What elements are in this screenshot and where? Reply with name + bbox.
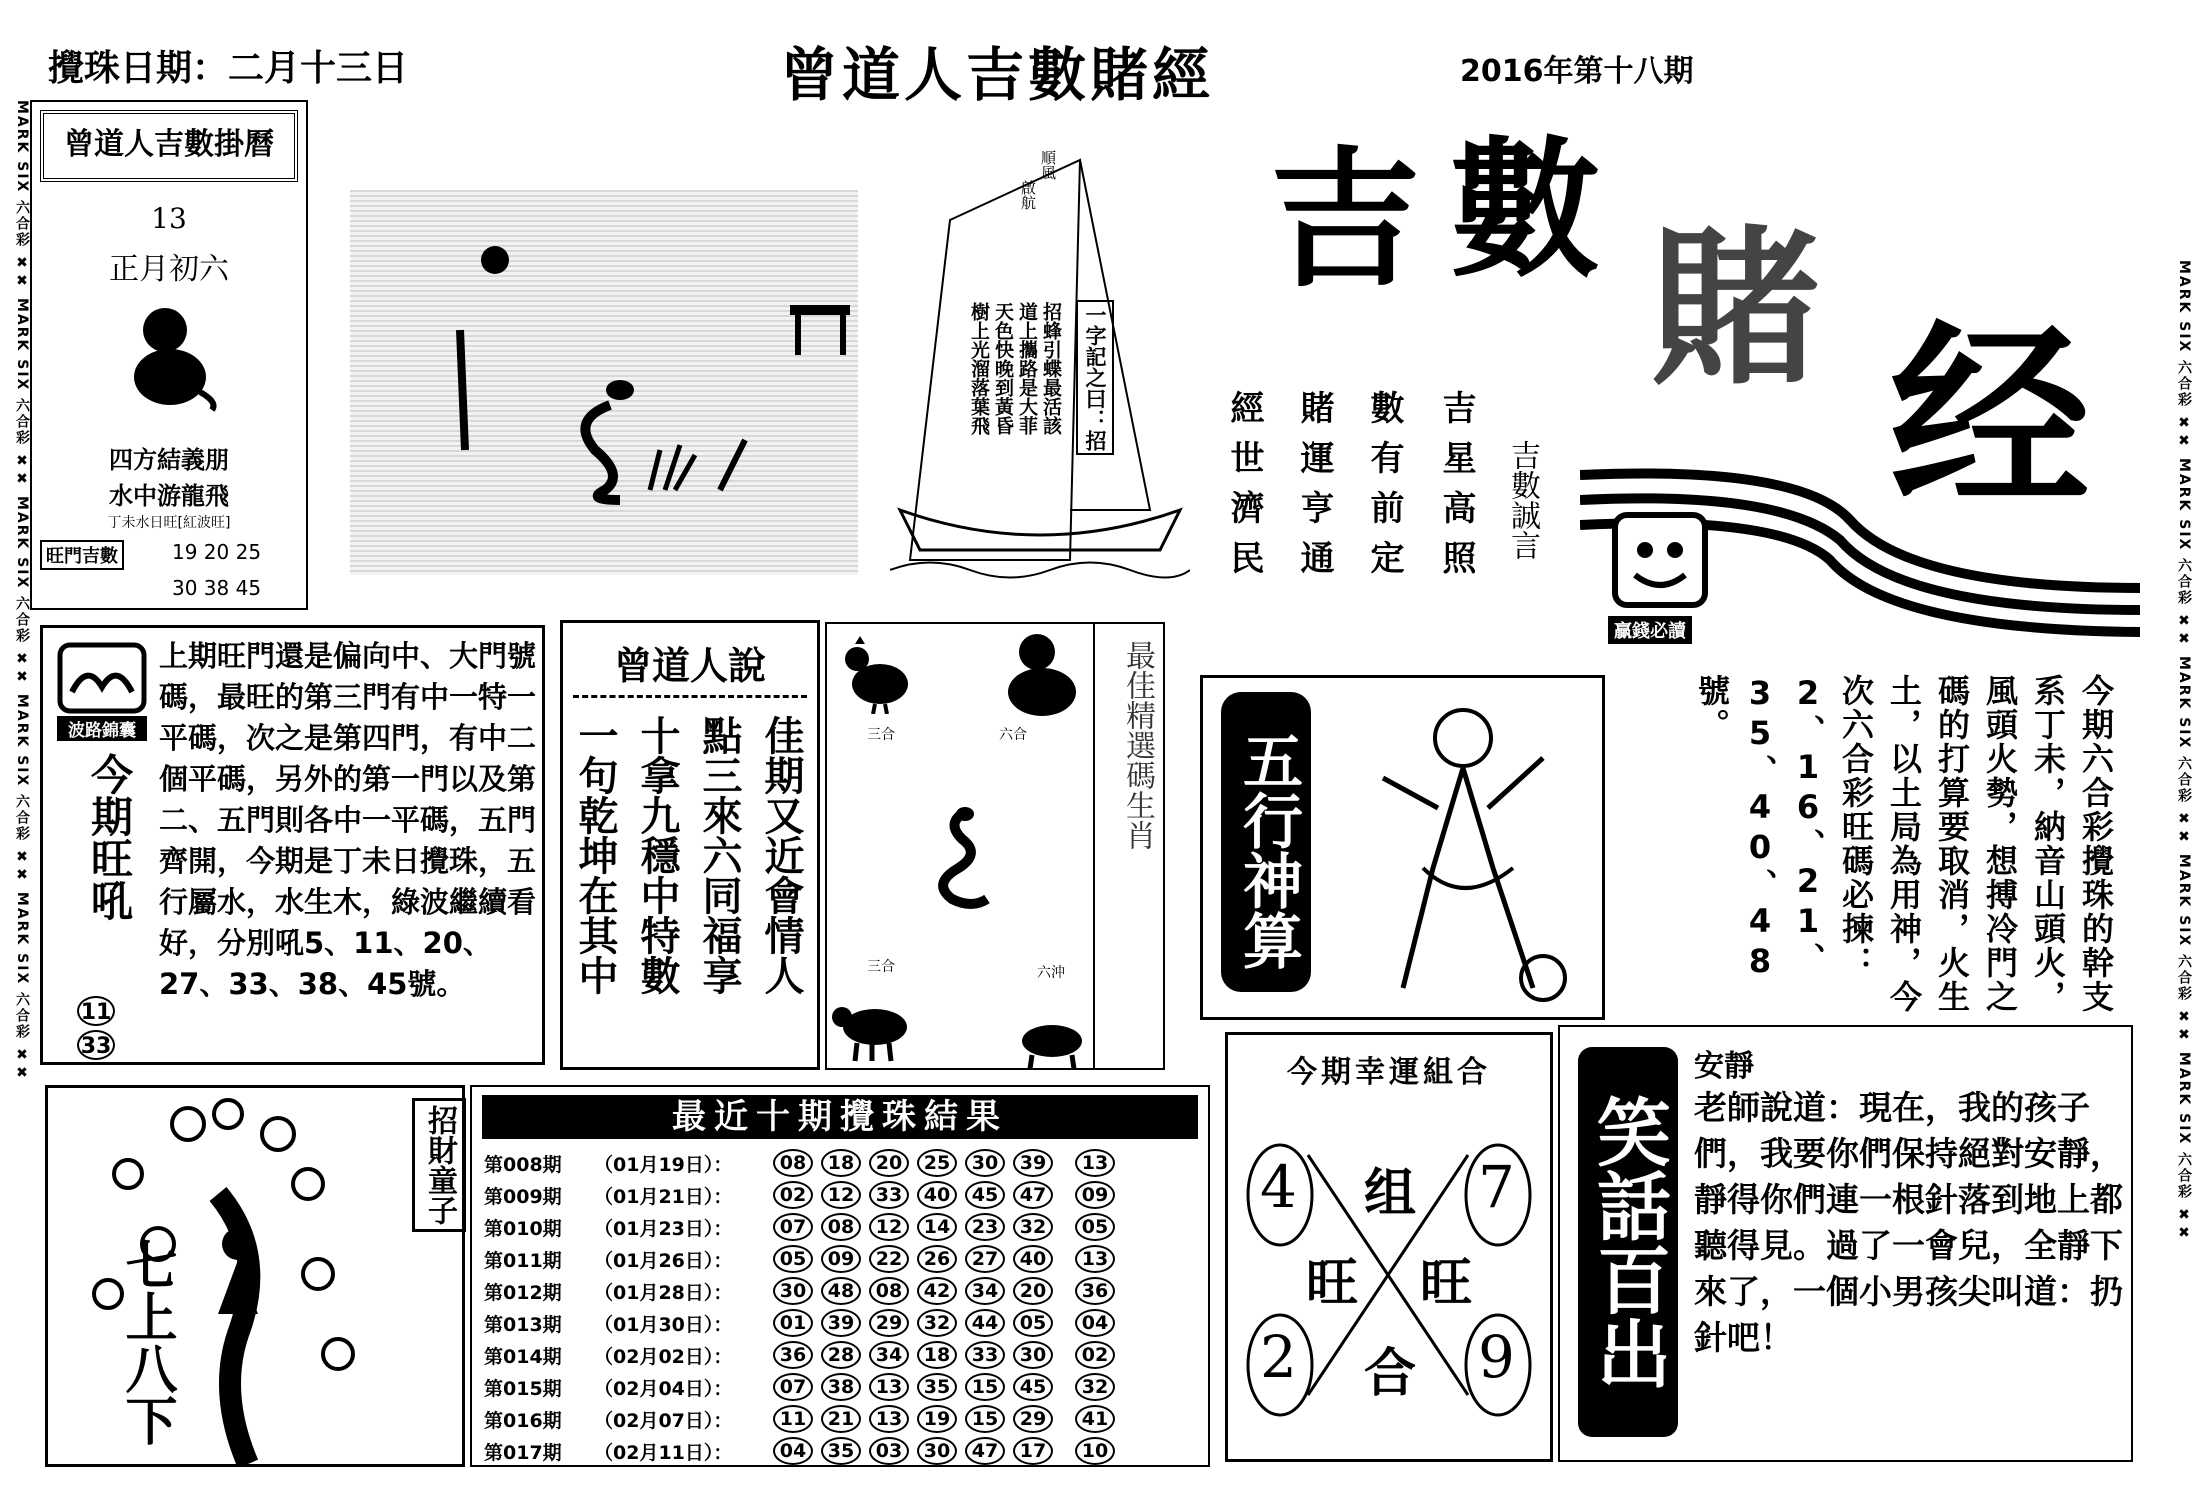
cheng-yan: 吉數誠言 bbox=[1505, 440, 1540, 560]
result-ball: 13 bbox=[869, 1373, 909, 1401]
issue-number: 2016年第十八期 bbox=[1460, 54, 1694, 89]
wuxing-title: 五行神算 bbox=[1221, 692, 1311, 992]
zhaocai-title: 招財童子 bbox=[412, 1098, 466, 1232]
zeng-col-3: 十拿九穩中特數 bbox=[634, 715, 680, 995]
left-side-strip: MARK SIX 六合彩 ✖✖ MARK SIX 六合彩 ✖✖ MARK SIX 六合彩 ✖✖ MARK SIX 六合彩 ✖✖ MARK SIX 六合彩 ✖✖ bbox=[14, 100, 30, 1084]
result-ball: 30 bbox=[1013, 1341, 1053, 1369]
result-ball: 09 bbox=[821, 1245, 861, 1273]
combo-wang-right: 旺 bbox=[1420, 1253, 1473, 1314]
mascot-icon bbox=[1610, 510, 1710, 610]
result-special-ball: 02 bbox=[1075, 1341, 1115, 1369]
result-ball: 12 bbox=[869, 1213, 909, 1241]
result-ball: 08 bbox=[773, 1149, 813, 1177]
draw-date: 攪珠日期：二月十三日 bbox=[48, 48, 409, 89]
sail-col-3: 天色快晚到黃昏 bbox=[992, 302, 1014, 435]
table-row bbox=[484, 1179, 1200, 1211]
goat-icon bbox=[827, 999, 917, 1064]
result-ball: 26 bbox=[917, 1245, 957, 1273]
combo-num-4: 4 bbox=[1260, 1153, 1297, 1221]
result-ball: 48 bbox=[821, 1277, 861, 1305]
snake-zodiac-icon bbox=[917, 804, 997, 914]
result-period: 第011期 bbox=[484, 1249, 562, 1272]
table-row bbox=[484, 1435, 1200, 1467]
calendar-small-note: 丁未水日旺[紅波旺] bbox=[107, 515, 231, 531]
sail-poem bbox=[890, 140, 1190, 585]
sail-col-2: 道上攜路是大菲 bbox=[1016, 302, 1038, 435]
ox-icon bbox=[1012, 1019, 1087, 1069]
result-ball: 34 bbox=[869, 1341, 909, 1369]
result-ball: 08 bbox=[821, 1213, 861, 1241]
result-ball: 08 bbox=[869, 1277, 909, 1305]
result-ball: 22 bbox=[869, 1245, 909, 1273]
result-date: （01月28日）： bbox=[594, 1281, 733, 1304]
bolu-badge-label: 波路錦囊 bbox=[57, 716, 147, 741]
result-ball: 20 bbox=[869, 1149, 909, 1177]
combo-wang-left: 旺 bbox=[1306, 1253, 1359, 1314]
result-ball: 39 bbox=[1013, 1149, 1053, 1177]
calendar-poem-2: 水中游龍飛 bbox=[109, 482, 229, 510]
result-ball: 29 bbox=[1013, 1405, 1053, 1433]
bolu-num-1: 11 bbox=[77, 996, 115, 1026]
table-row bbox=[484, 1211, 1200, 1243]
result-ball: 05 bbox=[773, 1245, 813, 1273]
zeng-says-rule bbox=[573, 695, 807, 698]
results-box bbox=[470, 1085, 1210, 1467]
zeng-col-4: 一句乾坤在其中 bbox=[572, 715, 618, 995]
zeng-col-2: 點三來六同福享 bbox=[696, 715, 742, 995]
result-ball: 03 bbox=[869, 1437, 909, 1465]
snake-scene-illustration bbox=[350, 190, 858, 575]
monkey-icon bbox=[120, 302, 220, 412]
result-ball: 44 bbox=[965, 1309, 1005, 1337]
result-ball: 47 bbox=[965, 1437, 1005, 1465]
best-pick-box bbox=[1093, 622, 1165, 1070]
result-ball: 18 bbox=[821, 1149, 861, 1177]
table-row bbox=[484, 1371, 1200, 1403]
result-period: 第009期 bbox=[484, 1185, 562, 1208]
wuxing-text: 今期六合彩攪珠的幹支系丁未，納音山頭火，風頭火勢，想搏冷門之碼的打算要取消，火生土，以土局為用神，今次六合彩旺碼必揀：2、16、21、35、40、48號。 bbox=[1693, 674, 2115, 1014]
zodiac-sanhe-top: 三合 bbox=[867, 727, 895, 743]
result-date: （01月30日）： bbox=[594, 1313, 733, 1336]
result-ball: 47 bbox=[1013, 1181, 1053, 1209]
lucky-combo-box bbox=[1225, 1032, 1553, 1462]
result-special-ball: 13 bbox=[1075, 1149, 1115, 1177]
result-ball: 17 bbox=[1013, 1437, 1053, 1465]
calendar-header: 曾道人吉數掛曆 bbox=[40, 110, 298, 182]
result-ball: 18 bbox=[917, 1341, 957, 1369]
result-special-ball: 05 bbox=[1075, 1213, 1115, 1241]
combo-num-2: 2 bbox=[1260, 1323, 1297, 1391]
result-ball: 15 bbox=[965, 1373, 1005, 1401]
title-col-1: 吉星高照 bbox=[1436, 390, 1476, 590]
result-period: 第010期 bbox=[484, 1217, 562, 1240]
result-date: （01月26日）： bbox=[594, 1249, 733, 1272]
result-ball: 20 bbox=[1013, 1277, 1053, 1305]
result-ball: 45 bbox=[965, 1181, 1005, 1209]
lucky-combo-title: 今期幸運組合 bbox=[1287, 1055, 1491, 1090]
joke-box bbox=[1558, 1025, 2133, 1462]
result-period: 第016期 bbox=[484, 1409, 562, 1432]
result-period: 第014期 bbox=[484, 1345, 562, 1368]
table-row bbox=[484, 1275, 1200, 1307]
zodiac-liuhe-top: 六合 bbox=[999, 727, 1027, 743]
result-special-ball: 13 bbox=[1075, 1245, 1115, 1273]
result-ball: 27 bbox=[965, 1245, 1005, 1273]
lucky-row-1: 19 20 25 bbox=[172, 540, 262, 564]
result-ball: 07 bbox=[773, 1213, 813, 1241]
result-ball: 32 bbox=[917, 1309, 957, 1337]
result-ball: 40 bbox=[917, 1181, 957, 1209]
combo-zu: 组 bbox=[1364, 1163, 1417, 1224]
result-ball: 30 bbox=[917, 1437, 957, 1465]
result-date: （02月04日）： bbox=[594, 1377, 733, 1400]
result-special-ball: 09 bbox=[1075, 1181, 1115, 1209]
right-side-strip: MARK SIX 六合彩 ✖✖ MARK SIX 六合彩 ✖✖ MARK SIX 六合彩 ✖✖ MARK SIX 六合彩 ✖✖ MARK SIX 六合彩 ✖✖ bbox=[2176, 260, 2192, 1244]
result-ball: 35 bbox=[821, 1437, 861, 1465]
result-ball: 39 bbox=[821, 1309, 861, 1337]
result-date: （02月11日）： bbox=[594, 1441, 733, 1464]
best-pick-label: 最佳精選碼生肖 bbox=[1120, 640, 1155, 850]
title-col-3: 賭運亨通 bbox=[1294, 390, 1334, 590]
bolu-num-2: 33 bbox=[77, 1030, 115, 1060]
result-ball: 12 bbox=[821, 1181, 861, 1209]
monkey-zodiac-icon bbox=[997, 630, 1087, 720]
result-ball: 14 bbox=[917, 1213, 957, 1241]
result-ball: 02 bbox=[773, 1181, 813, 1209]
lucky-row-2: 30 38 45 bbox=[172, 576, 262, 600]
result-ball: 45 bbox=[1013, 1373, 1053, 1401]
combo-he: 合 bbox=[1364, 1343, 1417, 1404]
rooster-icon bbox=[835, 634, 915, 714]
title-col-4: 經世濟民 bbox=[1224, 390, 1264, 590]
title-col-2: 數有前定 bbox=[1364, 390, 1404, 590]
sail-small-2: 啟航 bbox=[1019, 180, 1037, 210]
result-ball: 36 bbox=[773, 1341, 813, 1369]
zodiac-box bbox=[825, 622, 1095, 1070]
result-special-ball: 10 bbox=[1075, 1437, 1115, 1465]
joke-label: 笑話百出 bbox=[1578, 1047, 1678, 1437]
result-date: （01月23日）： bbox=[594, 1217, 733, 1240]
result-ball: 38 bbox=[821, 1373, 861, 1401]
table-row bbox=[484, 1147, 1200, 1179]
deity-illustration bbox=[1343, 688, 1593, 1008]
joke-text: 老師說道：現在，我的孩子們，我要你們保持絕對安靜，靜得你們連一根針落到地上都聽得見。過了一會兒，全靜下來了，一個小男孩尖叫道：扔針吧！ bbox=[1694, 1088, 2123, 1357]
table-row bbox=[484, 1243, 1200, 1275]
result-ball: 42 bbox=[917, 1277, 957, 1305]
bolu-text: 上期旺門還是偏向中、大門號碼，最旺的第三門有中一特一平碼，次之是第四門，有中二個平碼，另外的第一門以及第二、五門則各中一平碼，五門齊開，今期是丁未日攪珠，五行屬水，水生木，綠波繼續看好，分別吼5、11、20、27、33、38、45號。 bbox=[159, 639, 537, 1001]
result-ball: 33 bbox=[965, 1341, 1005, 1369]
zhaocai-box bbox=[45, 1085, 465, 1467]
bolu-badge bbox=[57, 642, 147, 742]
hands-icon bbox=[57, 642, 147, 714]
result-ball: 35 bbox=[917, 1373, 957, 1401]
wuxing-text-box bbox=[1610, 670, 2120, 1020]
zeng-says-box bbox=[560, 620, 820, 1070]
result-ball: 40 bbox=[1013, 1245, 1053, 1273]
combo-num-7: 7 bbox=[1478, 1153, 1515, 1221]
zeng-says-title: 曾道人說 bbox=[613, 644, 766, 688]
zodiac-liuchong: 六沖 bbox=[1037, 965, 1065, 981]
bolu-vertical-title: 今期旺吼 bbox=[85, 753, 134, 921]
result-ball: 32 bbox=[1013, 1213, 1053, 1241]
result-period: 第013期 bbox=[484, 1313, 562, 1336]
result-date: （01月21日）： bbox=[594, 1185, 733, 1208]
sail-col-4: 樹上光溜落葉飛 bbox=[968, 302, 990, 435]
table-row bbox=[484, 1403, 1200, 1435]
table-row bbox=[484, 1307, 1200, 1339]
big-title-area bbox=[1210, 122, 2150, 650]
result-ball: 13 bbox=[869, 1405, 909, 1433]
result-ball: 01 bbox=[773, 1309, 813, 1337]
big-char-ji: 吉 bbox=[1270, 132, 1421, 308]
result-period: 第017期 bbox=[484, 1441, 562, 1464]
result-ball: 30 bbox=[965, 1149, 1005, 1177]
result-ball: 23 bbox=[965, 1213, 1005, 1241]
wuxing-picture-box bbox=[1200, 675, 1605, 1020]
results-title: 最近十期攪珠結果 bbox=[482, 1095, 1198, 1139]
calendar-poem-1: 四方結義朋 bbox=[109, 446, 229, 474]
calendar-card bbox=[30, 100, 308, 610]
big-char-shu: 數 bbox=[1450, 122, 1601, 298]
result-period: 第008期 bbox=[484, 1153, 562, 1176]
sail-col-1: 招蜂引蝶最活該 bbox=[1040, 302, 1062, 435]
snake-scene-art bbox=[350, 190, 858, 575]
result-special-ball: 36 bbox=[1075, 1277, 1115, 1305]
result-ball: 30 bbox=[773, 1277, 813, 1305]
calendar-day: 13 bbox=[151, 202, 187, 235]
result-ball: 29 bbox=[869, 1309, 909, 1337]
table-row bbox=[484, 1339, 1200, 1371]
result-ball: 07 bbox=[773, 1373, 813, 1401]
result-ball: 19 bbox=[917, 1405, 957, 1433]
calendar-lunar-date: 正月初六 bbox=[109, 252, 229, 287]
result-ball: 21 bbox=[821, 1405, 861, 1433]
result-date: （02月07日）： bbox=[594, 1409, 733, 1432]
result-ball: 28 bbox=[821, 1341, 861, 1369]
result-ball: 05 bbox=[1013, 1309, 1053, 1337]
result-date: （01月19日）： bbox=[594, 1153, 733, 1176]
result-special-ball: 04 bbox=[1075, 1309, 1115, 1337]
result-ball: 11 bbox=[773, 1405, 813, 1433]
joke-title: 安靜 bbox=[1694, 1049, 1754, 1084]
big-char-jing: 经 bbox=[1890, 303, 2091, 536]
result-special-ball: 32 bbox=[1075, 1373, 1115, 1401]
sail-banner: 一字記之曰：招 bbox=[1076, 300, 1114, 455]
result-period: 第015期 bbox=[484, 1377, 562, 1400]
zhaocai-phrase: 七上八下 bbox=[116, 1238, 177, 1446]
result-ball: 33 bbox=[869, 1181, 909, 1209]
zodiac-sanhe-bottom: 三合 bbox=[867, 959, 895, 975]
result-ball: 25 bbox=[917, 1149, 957, 1177]
results-table bbox=[484, 1147, 1200, 1467]
result-ball: 04 bbox=[773, 1437, 813, 1465]
result-ball: 15 bbox=[965, 1405, 1005, 1433]
lucky-label: 旺門吉數 bbox=[40, 540, 124, 570]
zeng-col-1: 佳期又近會情人 bbox=[758, 715, 804, 995]
result-date: （02月02日）： bbox=[594, 1345, 733, 1368]
win-money-sign: 贏錢必讀 bbox=[1608, 616, 1692, 644]
result-special-ball: 41 bbox=[1075, 1405, 1115, 1433]
bolu-box bbox=[40, 625, 545, 1065]
sail-small-1: 順風 bbox=[1039, 150, 1057, 180]
result-ball: 34 bbox=[965, 1277, 1005, 1305]
big-char-du: 賭 bbox=[1650, 211, 1821, 409]
combo-num-9: 9 bbox=[1478, 1323, 1515, 1391]
result-period: 第012期 bbox=[484, 1281, 562, 1304]
page-title: 曾道人吉數賭經 bbox=[780, 41, 1215, 109]
